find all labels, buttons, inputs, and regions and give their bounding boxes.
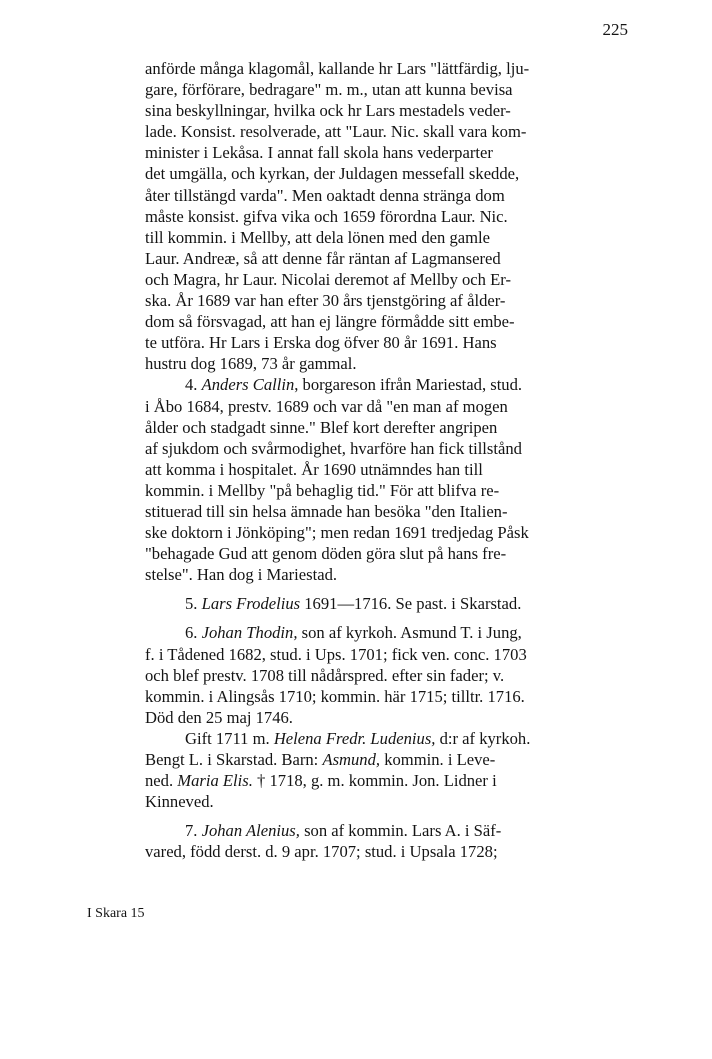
person-name: Anders Callin	[201, 375, 295, 395]
person-name: Asmund,	[322, 750, 381, 769]
entry-number: 4.	[185, 375, 202, 395]
entry-number: 5.	[185, 594, 202, 614]
marriage-note-thodin: Gift 1711 m. Helena Fredr. Ludenius, d:r af kyrkoh. Bengt L. i Skarstad. Barn: Asmund, kommin. i Leve- ned. Maria Elis. † 1718, g. m. kommin. Jon. Lidner i Kinneved.	[145, 728, 531, 812]
person-name: Johan Thodin,	[201, 623, 298, 643]
person-name: Johan Alenius,	[201, 821, 300, 841]
entry-7-johan-alenius: 7. Johan Alenius, son af kommin. Lars A. i Säf- vared, född derst. d. 9 apr. 1707; stud. i Upsala 1728;	[145, 821, 502, 862]
body-text	[145, 58, 629, 862]
entry-6-johan-thodin: 6. Johan Thodin, son af kyrkoh. Asmund T. i Jung, f. i Tådened 1682, stud. i Ups. 1701; fick ven. conc. 1703 och blef prestv. 1708 till nådårspred. efter sin fader; v. kommin. i Alingsås 1710; kommin. här 1715; tilltr. 1716. Död den 25 maj 1746.	[145, 623, 527, 727]
signature-mark: I Skara 15	[87, 906, 145, 921]
entry-number: 6.	[185, 623, 202, 643]
page-number: 225	[602, 20, 628, 39]
entry-number: 7.	[185, 821, 202, 841]
person-name: Helena Fredr. Ludenius,	[273, 728, 436, 748]
entry-4-anders-callin: 4. Anders Callin, borgareson ifrån Mariestad, stud. i Åbo 1684, prestv. 1689 och var då "en man af mogen ålder och stadgadt sinne." Blef kort derefter angripen af sjukdom och svårmodighet, hvarföre han fick tillstånd att komma i hospitalet. År 1690 utnämndes han till kommin. i Mellby "på behaglig tid." För att blifva re- stituerad till sin helsa ämnade han besöka "den Italien- ske doktorn i Jönköping"; men redan 1691 tredjedag Påsk "behagade Gud att genom döden göra slut på hans fre- stelse". Han dog i Mariestad.	[145, 375, 529, 585]
paragraph-lars-nicolai: anförde många klagomål, kallande hr Lars "lättfärdig, lju- gare, förförare, bedragare" m. m., utan att kunna bevisa sina beskyllningar, hvilka ock hr Lars mestadels veder- lade. Konsist. resolverade, att "Laur. Nic. skall vara kom- minister i Lekåsa. I annat fall skola hans vederparter det umgälla, och kyrkan, der Juldagen messefall skedde, åter tillstängd varda". Men oaktadt denna stränga dom måste konsist. gifva vika och 1659 förordna Laur. Nic. till kommin. i Mellby, att dela lönen med den gamle Laur. Andreæ, så att denne får räntan af Lagmansered och Magra, hr Laur. Nicolai deremot af Mellby och Er- ska. År 1689 var han efter 30 års tjenstgöring af ålder- dom så försvagad, att han ej längre förmådde sitt embe- te utföra. Hr Lars i Erska dog öfver 80 år 1691. Hans hustru dog 1689, 73 år gammal.	[145, 59, 530, 374]
person-name: Maria Elis.	[177, 771, 253, 791]
entry-5-lars-frodelius: 5. Lars Frodelius 1691—1716. Se past. i Skarstad.	[185, 594, 522, 614]
person-name: Lars Frodelius	[201, 594, 301, 614]
